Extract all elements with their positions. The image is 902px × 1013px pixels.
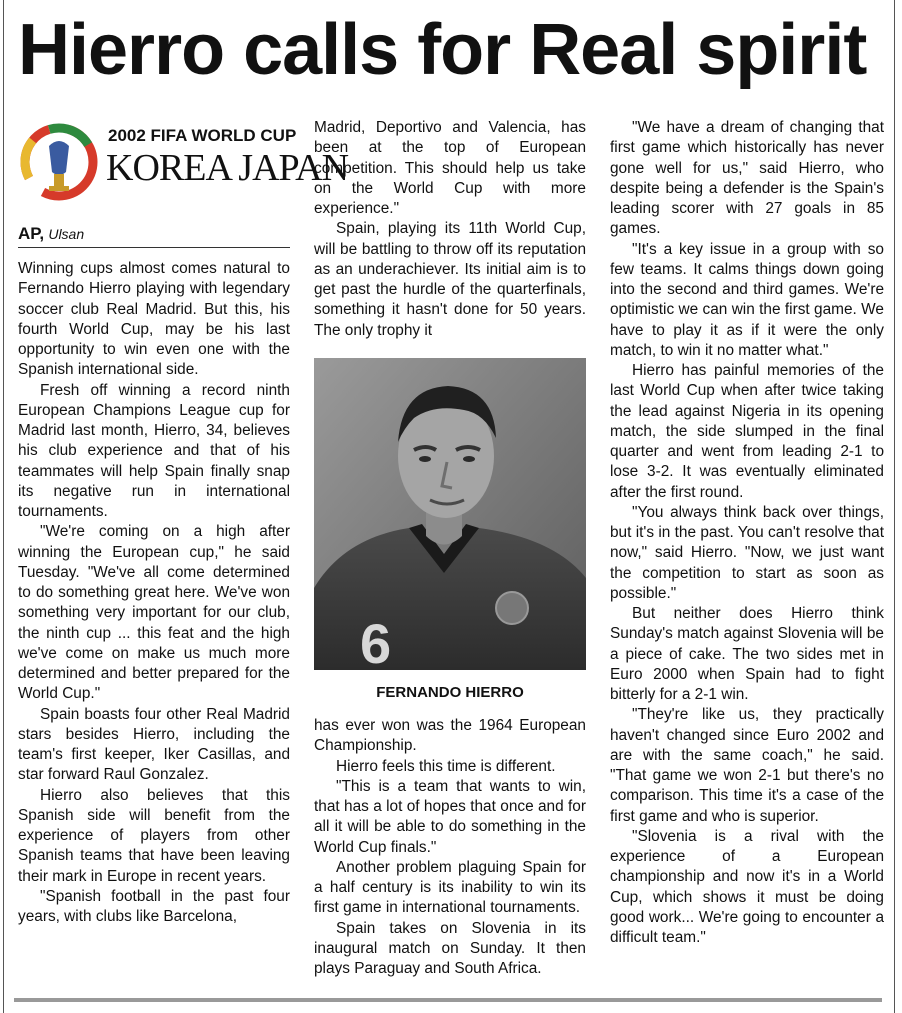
paragraph: "You always think back over things, but it's in the past. You can't resolve that now," said Hierro. "Now, we just want the competition to start as soon as possible." — [610, 503, 884, 602]
team-crest-icon — [496, 592, 528, 624]
paragraph: Spain boasts four other Real Madrid stars besides Hierro, including the team's first keeper, Iker Casillas, and star forward Raul Gonzalez. — [18, 705, 290, 784]
article-column-3 — [610, 118, 884, 994]
photo-caption: FERNANDO HIERRO — [376, 684, 524, 701]
jersey-number: 6 — [360, 612, 392, 670]
player-photo — [314, 358, 586, 670]
bottom-rule — [14, 998, 882, 1002]
paragraph: But neither does Hierro think Sunday's match against Slovenia will be a piece of cake. The two sides met in Euro 2000 when Spain had to fight bitterly for a 2-1 win. — [610, 605, 884, 703]
paragraph: Winning cups almost comes natural to Fernando Hierro playing with legendary soccer club Real Madrid. But this, his fourth World Cup, may be his last opportunity to win even one with the Spanish international side. — [18, 260, 290, 379]
logo-line-1: 2002 FIFA WORLD CUP — [108, 126, 297, 145]
world-cup-trophy-emblem — [16, 116, 102, 208]
paragraph: Spain, playing its 11th World Cup, will be battling to throw off its reputation as an underachiever. Its initial aim is to get past the hurdle of the quarterfinals, something it hasn't done for 50 years. The only trophy it — [314, 220, 586, 339]
paragraph: "We're coming on a high after winning the European cup," he said Tuesday. "We've all come determined to do something great here. We've won something very important for our club, the ninth cup ... this feat and the high we've come on make us much more determined and better prepared for the World Cup." — [18, 523, 290, 703]
headline: Hierro calls for Real spirit — [18, 10, 867, 90]
paragraph: "Slovenia is a rival with the experience of a European championship and now it's in a World Cup, which shows it must be doing good work... We're going to encounter a difficult team." — [610, 827, 884, 946]
right-border-rule — [894, 0, 895, 1013]
paragraph: "We have a dream of changing that first game which historically has never gone well for us," said Hierro, who despite being a defender is the Spain's leading scorer with 27 goals in 85 games. — [610, 119, 884, 238]
paragraph: Madrid, Deportivo and Valencia, has been at the top of European competition. This should help us take on the World Cup with more experience." — [314, 119, 586, 217]
paragraph: Spain takes on Slovenia in its inaugural match on Sunday. It then plays Paraguay and South Africa. — [314, 919, 586, 977]
paragraph: "It's a key issue in a group with so few teams. It calms things down going into the second and third games. We're optimistic we can win the first game. We have to play it as if it were the only match, to win it no matter what." — [610, 240, 884, 359]
paragraph: Hierro also believes that this Spanish side will benefit from the experience of players from other Spanish teams that have been leaving their mark in Europe in recent years. — [18, 786, 290, 885]
paragraph: Another problem plaguing Spain for a half century is its inability to win its first game in international tournaments. — [314, 858, 586, 917]
paragraph: Fresh off winning a record ninth European Champions League cup for Madrid last month, Hierro, 34, believes his club experience and that of his teammates will help Spain finally snap its negative run in international tournaments. — [18, 381, 290, 520]
paragraph: Hierro has painful memories of the last World Cup when after twice taking the lead against Nigeria in its opening match, the side slumped in the final quarter and went from leading 2-1 to lose 3-2. It was eventually eliminated after the first round. — [610, 362, 884, 501]
article-column-1 — [18, 259, 290, 1005]
paragraph: Hierro feels this time is different. — [336, 757, 556, 775]
paragraph: "This is a team that wants to win, that has a lot of hopes that once and for all it will be able to do something in the World Cup finals." — [314, 777, 586, 856]
left-border-rule — [3, 0, 4, 1013]
paragraph: "They're like us, they practically haven't changed since Euro 2002 and are with the same coach," he said. "That game we won 2-1 but there's no comparison. This time it's a case of the first game and who is superior. — [610, 706, 884, 825]
world-cup-logo — [16, 116, 349, 208]
article-column-2-top — [314, 118, 586, 344]
paragraph: "Spanish football in the past four years, with clubs like Barcelona, — [18, 887, 290, 925]
dateline-place: Ulsan — [48, 226, 85, 242]
article-column-2-bottom — [314, 716, 586, 998]
dateline-rule — [18, 247, 290, 248]
dateline-agency: AP, — [18, 224, 45, 243]
dateline — [18, 224, 84, 244]
paragraph: has ever won was the 1964 European Championship. — [314, 717, 586, 755]
logo-line-2: KOREA JAPAN — [106, 147, 349, 189]
player-portrait-illustration — [314, 358, 586, 670]
